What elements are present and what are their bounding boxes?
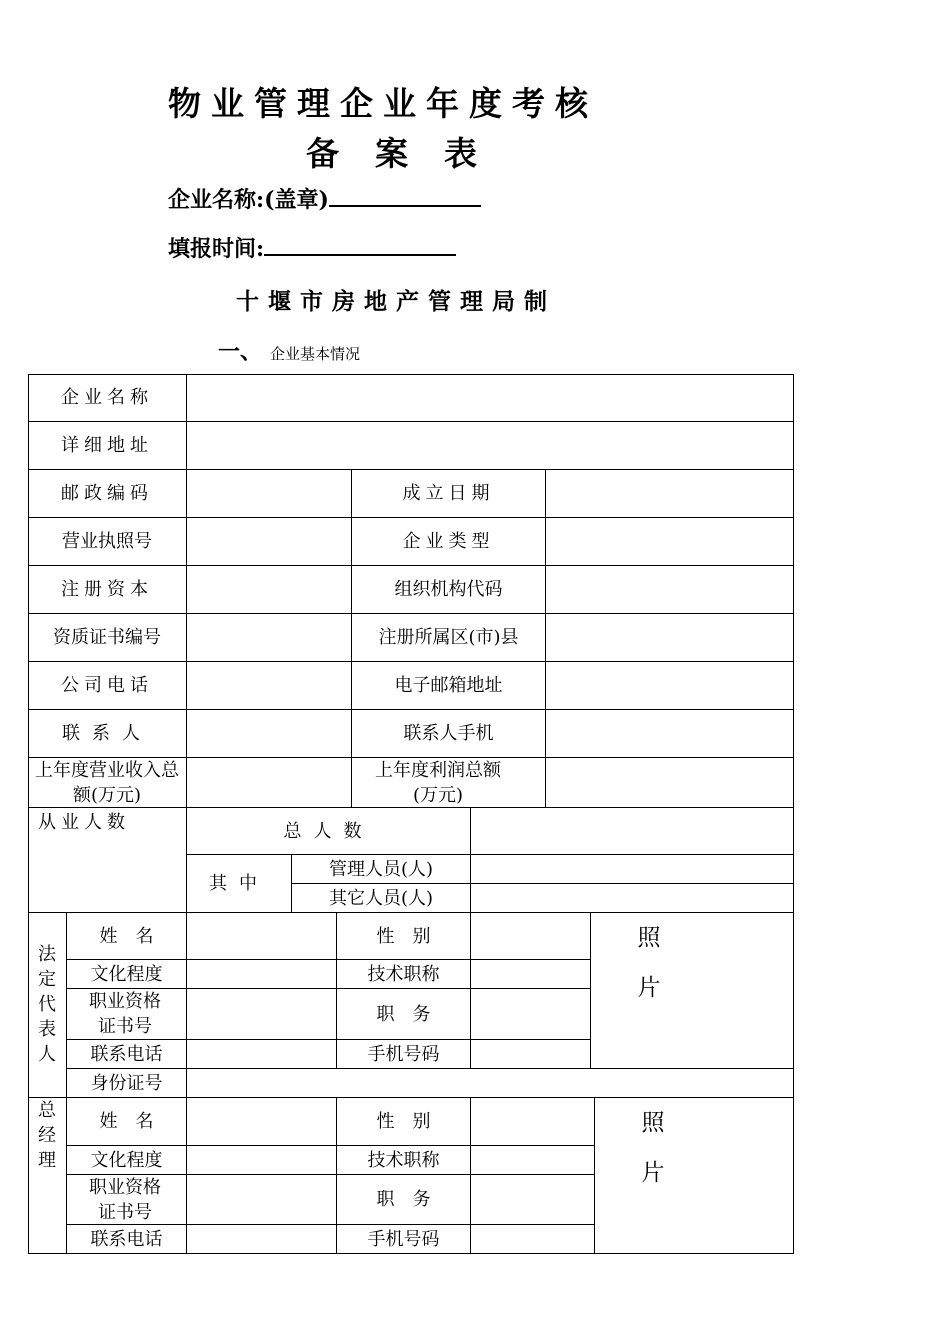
label-gm-position: 职 务 bbox=[376, 1189, 431, 1210]
label-contact: 联系人 bbox=[62, 723, 152, 744]
input-lr-title[interactable] bbox=[471, 960, 590, 988]
label-lr-position: 职 务 bbox=[376, 1003, 431, 1025]
input-contact[interactable] bbox=[187, 710, 351, 757]
input-gm-title[interactable] bbox=[471, 1146, 594, 1174]
label-lr-id: 身份证号 bbox=[90, 1072, 163, 1094]
input-qual-no[interactable] bbox=[187, 614, 351, 661]
label-lr-phone: 联系电话 bbox=[90, 1043, 163, 1065]
lr-photo-placeholder[interactable]: 照片 bbox=[637, 925, 661, 1001]
input-type[interactable] bbox=[546, 518, 793, 565]
input-lr-phone[interactable] bbox=[187, 1040, 336, 1068]
label-gm-gender: 性 别 bbox=[376, 1111, 431, 1132]
input-contact-mobile[interactable] bbox=[546, 710, 793, 757]
label-address: 详细地址 bbox=[61, 435, 153, 456]
form-subtitle: 备案表 bbox=[306, 134, 513, 173]
label-phone: 公司电话 bbox=[61, 675, 153, 696]
input-revenue[interactable] bbox=[187, 758, 351, 807]
input-gm-education[interactable] bbox=[187, 1146, 336, 1174]
label-contact-mobile: 联系人手机 bbox=[403, 723, 494, 744]
input-phone[interactable] bbox=[187, 662, 351, 709]
company-seal-label: 企业名称:(盖章) bbox=[168, 187, 329, 213]
label-staff-managers: 管理人员(人) bbox=[328, 858, 434, 880]
input-lr-gender[interactable] bbox=[471, 913, 590, 959]
gm-photo-placeholder[interactable]: 照片 bbox=[641, 1110, 665, 1186]
input-license[interactable] bbox=[187, 518, 351, 565]
label-type: 企业类型 bbox=[402, 531, 495, 552]
input-gm-position[interactable] bbox=[471, 1175, 594, 1224]
input-company-name[interactable] bbox=[187, 375, 793, 421]
label-lr-qualification: 职业资格证书号 bbox=[89, 991, 161, 1037]
input-org-code[interactable] bbox=[546, 566, 793, 613]
label-license: 营业执照号 bbox=[62, 531, 152, 552]
label-lr-name: 姓 名 bbox=[99, 925, 154, 947]
label-gm-mobile: 手机号码 bbox=[367, 1228, 440, 1250]
input-capital[interactable] bbox=[187, 566, 351, 613]
form-title: 物业管理企业年度考核 bbox=[168, 84, 598, 123]
input-email[interactable] bbox=[546, 662, 793, 709]
input-staff-managers[interactable] bbox=[471, 855, 793, 883]
section-number: 一、 bbox=[218, 339, 263, 365]
input-staff-others[interactable] bbox=[471, 884, 793, 912]
label-legal-rep: 法定代表人 bbox=[38, 944, 56, 1065]
input-lr-education[interactable] bbox=[187, 960, 336, 988]
input-lr-qualification[interactable] bbox=[187, 989, 336, 1039]
input-lr-name[interactable] bbox=[187, 913, 336, 959]
label-profit: 上年度利润总额(万元) bbox=[375, 759, 501, 806]
label-staff-among: 其中 bbox=[209, 873, 269, 894]
input-lr-id[interactable] bbox=[187, 1069, 793, 1097]
label-gm-phone: 联系电话 bbox=[90, 1228, 163, 1250]
label-lr-mobile: 手机号码 bbox=[367, 1043, 440, 1065]
input-lr-mobile[interactable] bbox=[471, 1040, 590, 1068]
label-email: 电子邮箱地址 bbox=[394, 675, 503, 696]
label-company-name: 企业名称 bbox=[61, 387, 153, 408]
label-gm-qualification: 职业资格证书号 bbox=[89, 1176, 161, 1223]
label-lr-gender: 性 别 bbox=[376, 925, 431, 947]
input-postcode[interactable] bbox=[187, 470, 351, 517]
label-founded: 成立日期 bbox=[402, 483, 495, 504]
label-lr-title: 技术职称 bbox=[367, 963, 440, 985]
input-gm-qualification[interactable] bbox=[187, 1175, 336, 1224]
fill-time-label: 填报时间: bbox=[168, 236, 265, 262]
label-revenue: 上年度营业收入总额(万元) bbox=[35, 759, 179, 806]
input-gm-name[interactable] bbox=[187, 1098, 336, 1145]
label-postcode: 邮政编码 bbox=[61, 483, 153, 504]
input-staff-total[interactable] bbox=[471, 808, 793, 854]
label-staff-total: 总人数 bbox=[283, 820, 374, 842]
section-title: 企业基本情况 bbox=[270, 345, 361, 363]
input-address[interactable] bbox=[187, 422, 793, 469]
label-capital: 注册资本 bbox=[61, 579, 153, 600]
label-lr-education: 文化程度 bbox=[90, 963, 163, 985]
input-gm-mobile[interactable] bbox=[471, 1225, 594, 1253]
input-district[interactable] bbox=[546, 614, 793, 661]
label-staff: 从业人数 bbox=[38, 812, 130, 833]
issuer: 十堰市房地产管理局制 bbox=[236, 288, 556, 315]
label-org-code: 组织机构代码 bbox=[394, 579, 503, 600]
label-gm-name: 姓 名 bbox=[99, 1111, 154, 1132]
input-profit[interactable] bbox=[546, 758, 793, 807]
label-district: 注册所属区(市)县 bbox=[378, 627, 519, 648]
input-founded[interactable] bbox=[546, 470, 793, 517]
label-qual-no: 资质证书编号 bbox=[53, 627, 161, 648]
input-lr-position[interactable] bbox=[471, 989, 590, 1039]
label-gm-education: 文化程度 bbox=[90, 1149, 163, 1171]
label-staff-others: 其它人员(人) bbox=[328, 887, 434, 909]
input-gm-phone[interactable] bbox=[187, 1225, 336, 1253]
input-gm-gender[interactable] bbox=[471, 1098, 594, 1145]
label-manager: 总经理 bbox=[38, 1100, 56, 1171]
label-gm-title: 技术职称 bbox=[367, 1149, 440, 1171]
